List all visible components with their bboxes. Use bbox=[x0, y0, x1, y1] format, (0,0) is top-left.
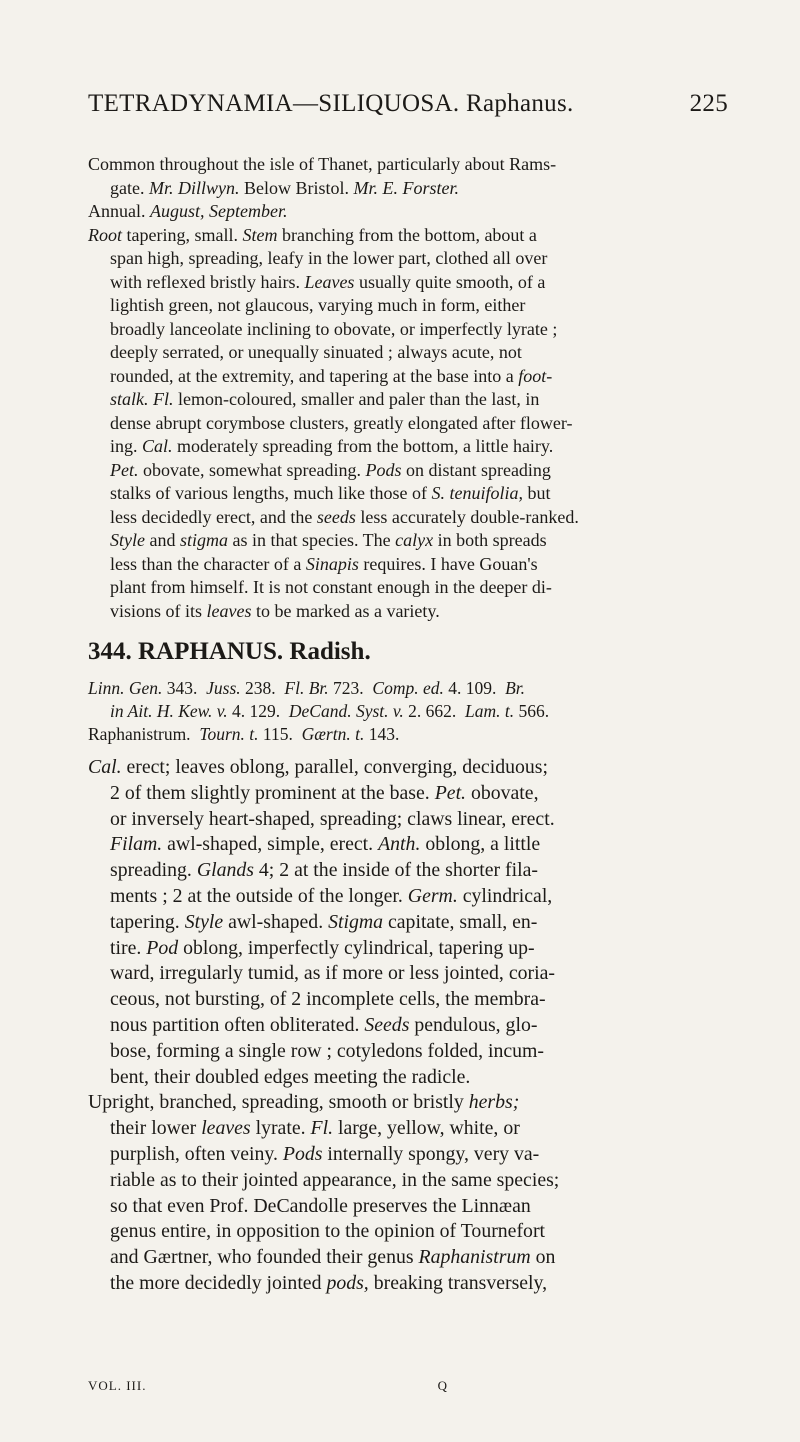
text: pendulous, glo- bbox=[409, 1013, 538, 1036]
text: awl-shaped. bbox=[223, 910, 324, 933]
text: tire. bbox=[110, 936, 142, 959]
text: span high, spreading, leafy in the lower part, clothed all over bbox=[110, 248, 548, 268]
page-body bbox=[88, 153, 728, 1297]
term: Pet. bbox=[434, 781, 467, 804]
text: less accurately double-ranked. bbox=[355, 506, 579, 527]
ref: 566. bbox=[514, 701, 550, 721]
species-name: S. tenuifolia, bbox=[431, 483, 523, 503]
ref: 343. bbox=[162, 678, 198, 698]
text: tapering, small. bbox=[122, 224, 238, 245]
text: oblong, imperfectly cylindrical, tapering up- bbox=[178, 936, 535, 959]
text: large, yellow, white, or bbox=[333, 1117, 520, 1140]
ref: Fl. Br. bbox=[284, 678, 329, 698]
text: 4; 2 at the inside of the shorter fila- bbox=[253, 859, 538, 882]
text: and Gærtner, who founded their genus bbox=[110, 1246, 414, 1269]
term: Cal. bbox=[142, 436, 173, 456]
text: obovate, bbox=[466, 781, 539, 804]
genus-number-name: 344. RAPHANUS. bbox=[88, 638, 284, 665]
text: stalks of various lengths, much like those of bbox=[110, 483, 427, 503]
text: nous partition often obliterated. bbox=[110, 1013, 360, 1036]
text: branching from the bottom, about a bbox=[277, 224, 537, 245]
text: in both spreads bbox=[433, 530, 547, 550]
ref: Gærtn. t. bbox=[301, 724, 365, 744]
text: bose, forming a single row ; cotyledons folded, incum- bbox=[110, 1039, 544, 1062]
term: Pods bbox=[282, 1142, 323, 1165]
text: on bbox=[530, 1246, 556, 1269]
text: tapering. bbox=[110, 910, 180, 933]
ref: Tourn. t. bbox=[199, 724, 259, 744]
header-title: TETRADYNAMIA—SILIQUOSA. Raphanus. bbox=[88, 90, 574, 117]
text: erect; leaves oblong, parallel, converging, deciduous; bbox=[121, 756, 548, 778]
genus-name: Sinapis bbox=[305, 553, 359, 574]
page-number: 225 bbox=[689, 90, 728, 117]
genus-name: Raphanistrum bbox=[418, 1246, 531, 1269]
term: Germ. bbox=[407, 884, 458, 907]
ref: Linn. Gen. bbox=[88, 678, 163, 698]
text: plant from himself. It is not constant enough in the deeper di- bbox=[110, 577, 552, 597]
ref: 238. bbox=[240, 678, 276, 698]
term: calyx bbox=[395, 530, 434, 550]
text: obovate, somewhat spreading. bbox=[138, 459, 361, 480]
volume-mark: VOL. III. bbox=[88, 1378, 147, 1393]
text: less decidedly erect, and the bbox=[110, 506, 313, 527]
text: visions of its bbox=[110, 600, 203, 621]
flowering-months: August, September. bbox=[150, 201, 288, 221]
text: ing. bbox=[110, 436, 138, 456]
ref: 2. 662. bbox=[403, 701, 457, 721]
description-paragraph bbox=[88, 224, 728, 624]
term: Pods bbox=[365, 459, 402, 480]
author-name: Mr. Dillwyn. bbox=[148, 177, 240, 198]
generic-character bbox=[88, 755, 728, 1090]
term: stalk. bbox=[110, 389, 149, 409]
text: Annual. bbox=[88, 201, 146, 221]
term: Filam. bbox=[110, 833, 163, 856]
text: broadly lanceolate inclining to obovate, or imperfectly lyrate ; bbox=[110, 318, 558, 339]
text: dense abrupt corymbose clusters, greatly elongated after flower- bbox=[110, 412, 573, 433]
text: awl-shaped, simple, erect. bbox=[162, 833, 374, 856]
term: Anth. bbox=[378, 833, 421, 856]
term: seeds bbox=[316, 506, 356, 527]
text: lemon-coloured, smaller and paler than the last, in bbox=[173, 389, 540, 409]
term: Fl. bbox=[310, 1117, 334, 1140]
text: genus entire, in opposition to the opinion of Tournefort bbox=[110, 1220, 546, 1243]
text: or inversely heart-shaped, spreading; claws linear, erect. bbox=[110, 807, 555, 830]
text: as in that species. The bbox=[228, 530, 391, 550]
text: spreading. bbox=[110, 859, 192, 882]
term: Stem bbox=[242, 224, 278, 245]
term: Fl. bbox=[153, 389, 174, 409]
signature-mark: Q bbox=[437, 1378, 448, 1393]
genus-common-name: Radish. bbox=[289, 638, 371, 665]
term: Leaves bbox=[304, 271, 355, 292]
text: 2 of them slightly prominent at the base. bbox=[110, 781, 430, 804]
text: ward, irregularly tumid, as if more or less jointed, coria- bbox=[110, 962, 555, 985]
term: Stigma bbox=[328, 910, 384, 933]
term: Cal. bbox=[88, 756, 122, 778]
running-header bbox=[88, 90, 728, 118]
habitat-paragraph bbox=[88, 153, 728, 224]
genus-heading bbox=[88, 636, 728, 668]
text: usually quite smooth, of a bbox=[354, 271, 546, 292]
text: their lower bbox=[110, 1117, 197, 1140]
ref: Comp. ed. bbox=[372, 678, 444, 698]
term: Root bbox=[88, 224, 122, 245]
ref: Raphanistrum. bbox=[88, 724, 191, 744]
term: stigma bbox=[179, 530, 228, 550]
text: cylindrical, bbox=[457, 884, 553, 907]
term: Style bbox=[184, 910, 224, 933]
term: pods, bbox=[326, 1271, 369, 1294]
text: oblong, a little bbox=[420, 833, 541, 856]
ref: 143. bbox=[364, 724, 400, 744]
text: the more decidedly jointed bbox=[110, 1271, 322, 1294]
author-name: Mr. E. Forster. bbox=[353, 177, 460, 198]
text: moderately spreading from the bottom, a little hairy. bbox=[172, 436, 554, 456]
text: but bbox=[522, 483, 551, 503]
text: riable as to their jointed appearance, in the same species; bbox=[110, 1168, 560, 1191]
term: Pod bbox=[146, 936, 179, 959]
text: Below Bristol. bbox=[244, 177, 350, 198]
term: Glands bbox=[196, 859, 254, 882]
term: Seeds bbox=[364, 1013, 410, 1036]
term: Pet. bbox=[110, 459, 139, 480]
ref: 115. bbox=[258, 724, 293, 744]
text: so that even Prof. DeCandolle preserves the Linnæan bbox=[110, 1194, 531, 1217]
text: to be marked as a variety. bbox=[251, 600, 440, 621]
term: leaves bbox=[206, 600, 252, 621]
text: requires. I have Gouan's bbox=[358, 553, 538, 574]
term: Style bbox=[110, 530, 145, 550]
ref: in Ait. H. Kew. v. bbox=[110, 701, 228, 721]
ref: 4. 109. bbox=[443, 678, 497, 698]
text: purplish, often veiny. bbox=[110, 1142, 278, 1165]
term: foot- bbox=[518, 365, 553, 386]
term: herbs; bbox=[468, 1091, 520, 1114]
references bbox=[88, 677, 728, 746]
text: with reflexed bristly hairs. bbox=[110, 271, 300, 292]
text: ments ; 2 at the outside of the longer. bbox=[110, 884, 403, 907]
ref: 723. bbox=[328, 678, 364, 698]
text: internally spongy, very va- bbox=[322, 1142, 540, 1165]
ref: Br. bbox=[505, 678, 526, 698]
ref: DeCand. Syst. v. bbox=[288, 701, 404, 721]
habit-paragraph bbox=[88, 1090, 728, 1296]
ref: 4. 129. bbox=[227, 701, 281, 721]
text: and bbox=[144, 530, 176, 550]
term: leaves bbox=[201, 1117, 251, 1140]
text: rounded, at the extremity, and tapering at the base into a bbox=[110, 365, 514, 386]
text: Upright, branched, spreading, smooth or bristly bbox=[88, 1091, 464, 1114]
page-footer bbox=[88, 1378, 448, 1394]
text: less than the character of a bbox=[110, 553, 302, 574]
text: gate. bbox=[110, 177, 145, 198]
text-line: Common throughout the isle of Thanet, particularly about Rams- bbox=[88, 154, 557, 174]
text: bent, their doubled edges meeting the radicle. bbox=[110, 1065, 471, 1088]
text: deeply serrated, or unequally sinuated ; always acute, not bbox=[110, 342, 522, 362]
text: ceous, not bursting, of 2 incomplete cells, the membra- bbox=[110, 988, 546, 1011]
ref: Juss. bbox=[206, 678, 241, 698]
text: capitate, small, en- bbox=[383, 910, 538, 933]
text: on distant spreading bbox=[401, 459, 551, 480]
text: lightish green, not glaucous, varying much in form, either bbox=[110, 295, 526, 315]
ref: Lam. t. bbox=[465, 701, 515, 721]
text: lyrate. bbox=[250, 1117, 306, 1140]
text: breaking transversely, bbox=[368, 1271, 548, 1294]
